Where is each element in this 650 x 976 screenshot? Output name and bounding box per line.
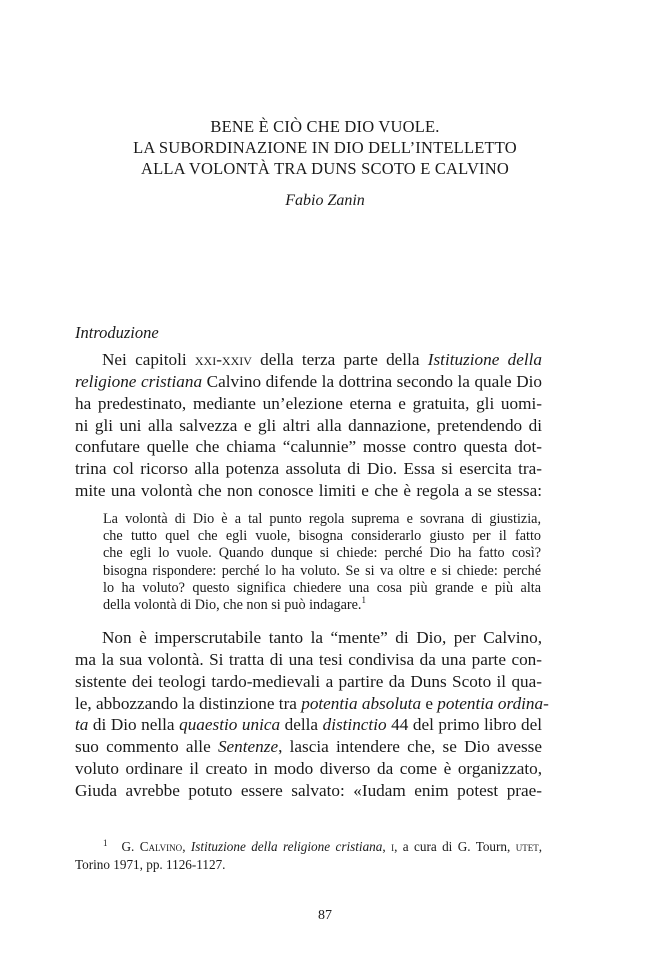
paragraph-2-line: Non è imperscrutabile tanto la “mente” di Dio, per Calvino, [102, 628, 542, 647]
quote-line: La volontà di Dio è a tal punto regola suprema e sovrana di giustizia, [103, 511, 541, 527]
paragraph-1 [75, 349, 542, 502]
quote-line: lo ha voluto? questo significa chiedere una cosa più grande e più alta [103, 579, 541, 596]
paragraph-1-line: Nei capitoli xxi-xxiv della terza parte della Istituzione della [102, 350, 542, 369]
paragraph-1-line: religione cristiana Calvino difende la dottrina secondo la quale Dio [75, 371, 542, 391]
paragraph-2-line: ma la sua volontà. Si tratta di una tesi condivisa da una parte con- [75, 649, 542, 669]
title-line-3: ALLA VOLONTÀ TRA DUNS SCOTO E CALVINO [141, 159, 509, 178]
quote-line: della volontà di Dio, che non si può indagare.$^1$ [103, 595, 366, 614]
paragraph-2 [75, 627, 549, 802]
footnote-reference[interactable]: 1 [361, 595, 366, 606]
page-number: 87 [318, 908, 332, 923]
paragraph-2-line: suo commento alle Sentenze, lascia intendere che, se Dio avesse [75, 737, 542, 757]
quote-line: che tutto quel che egli vuole, bisogna considerarlo giusto per il fatto [103, 528, 541, 545]
paragraph-2-line: ta di Dio nella quaestio unica della distinctio 44 del primo libro del [75, 715, 542, 735]
paragraph-1-line: ni gli uni alla salvezza e gli altri alla dannazione, pretendendo di [75, 415, 542, 435]
paragraph-1-line: confutare quelle che chiama “calunnie” mosse contro questa dot- [75, 437, 542, 457]
paragraph-1-line: trina col ricorso alla potenza assoluta di Dio. Essa si esercita tra- [75, 459, 542, 479]
section-heading: Introduzione [75, 323, 159, 342]
footnote-mark: 1 [103, 838, 108, 848]
title-line-2: LA SUBORDINAZIONE IN DIO DELL’INTELLETTO [133, 138, 517, 157]
quote-line: bisogna rispondere: perché lo ha voluto. Se si va oltre e si chiede: perché [103, 562, 541, 579]
quote-line: che egli lo vuole. Quando dunque si chiede: perché Dio ha fatto così? [103, 545, 541, 562]
title-line-1: BENE È CIÒ CHE DIO VUOLE. [210, 117, 440, 136]
paragraph-2-line: le, abbozzando la distinzione tra potentia absoluta e potentia ordina- [75, 693, 549, 713]
paragraph-2-line: sistente dei teologi tardo-medievali a partire da Duns Scoto il qua- [75, 671, 542, 691]
paragraph-2-line: Giuda avrebbe potuto essere salvato: «Iudam enim potest prae- [75, 780, 542, 800]
footnote [75, 834, 542, 874]
footnote-line: $^1$ G. Calvino, Istituzione della religione cristiana, i, a cura di G. Tourn, utet, [103, 838, 542, 854]
paragraph-1-line: ha predestinato, mediante un’elezione eterna e gratuita, gli uomi- [75, 393, 542, 413]
article-title [0, 116, 650, 179]
paragraph-2-line: voluto ordinare il creato in modo diverso da come è organizzato, [75, 759, 542, 779]
block-quote [103, 511, 541, 614]
paragraph-1-line: mite una volontà che non conosce limiti e che è regola a se stessa: [75, 481, 542, 501]
footnote-line: Torino 1971, pp. 1126-1127. [75, 857, 226, 872]
author-name: Fabio Zanin [285, 192, 365, 209]
